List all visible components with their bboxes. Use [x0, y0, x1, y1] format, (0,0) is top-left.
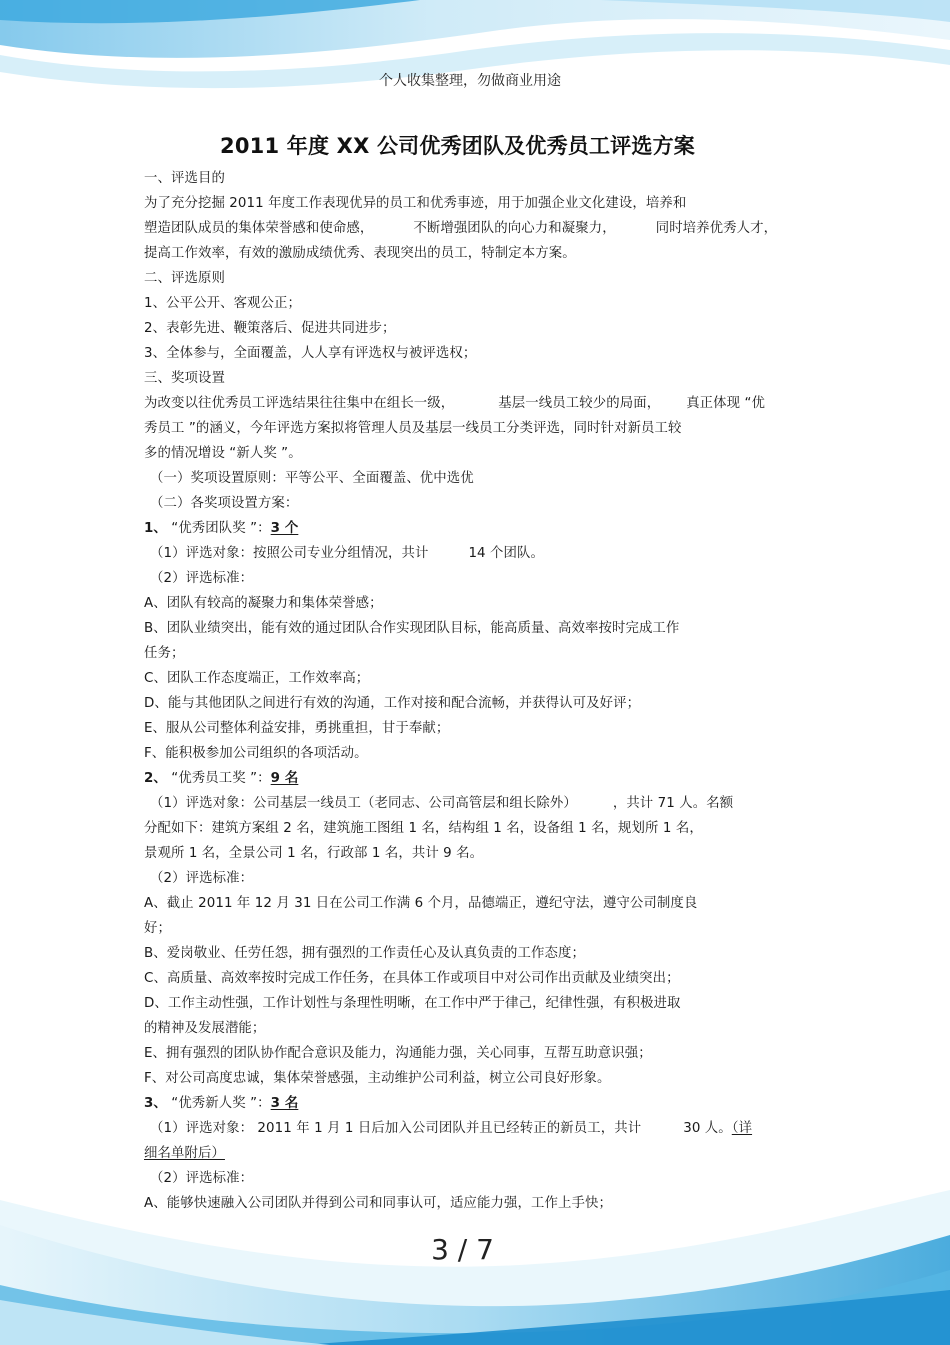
- subsection-line: （一）奖项设置原则：平等公平、全面覆盖、优中选优: [150, 471, 474, 486]
- list-item: （2）评选标准：: [150, 571, 254, 586]
- list-item: 3、全体参与，全面覆盖，人人享有评选权与被评选权；: [144, 346, 477, 361]
- section-heading: 三、奖项设置: [144, 371, 225, 386]
- subsection-line: （二）各奖项设置方案：: [150, 496, 299, 511]
- list-item: C、高质量、高效率按时完成工作任务，在具体工作或项目中对公司作出贡献及业绩突出；: [144, 971, 680, 986]
- list-item: 1、公平公开、客观公正；: [144, 296, 302, 311]
- list-item-continuation: 细名单附后）: [144, 1146, 225, 1161]
- section-heading: 二、评选原则: [144, 271, 225, 286]
- list-item: B、爱岗敬业、任劳任怨，拥有强烈的工作责任心及认真负责的工作态度；: [144, 946, 585, 961]
- list-item: 的精神及发展潜能；: [144, 1021, 266, 1036]
- list-item: （1）评选对象：公司基层一线员工（老同志、公司高管层和组长除外） ，共计 71 人。名额: [150, 796, 734, 811]
- paragraph-line: 多的情况增设 “新人奖 ”。: [144, 446, 302, 461]
- list-item: A、团队有较高的凝聚力和集体荣誉感；: [144, 596, 383, 611]
- list-item: （2）评选标准：: [150, 871, 254, 886]
- list-item: E、拥有强烈的团队协作配合意识及能力，沟通能力强，关心同事，互帮互助意识强；: [144, 1046, 652, 1061]
- paragraph-line: 为改变以往优秀员工评选结果往往集中在组长一级， 基层一线员工较少的局面， 真正体现 “优: [144, 396, 766, 411]
- paragraph-line: 塑造团队成员的集体荣誉感和使命感， 不断增强团队的向心力和凝聚力， 同时培养优秀人才，: [144, 221, 778, 236]
- list-item: （2）评选标准：: [150, 1171, 254, 1186]
- header-note: 个人收集整理，勿做商业用途: [379, 73, 561, 89]
- list-item: B、团队业绩突出，能有效的通过团队合作实现团队目标，能高质量、高效率按时完成工作: [144, 621, 680, 636]
- list-item: A、能够快速融入公司团队并得到公司和同事认可，适应能力强，工作上手快；: [144, 1196, 612, 1211]
- list-item: （1）评选对象： 2011 年 1 月 1 日后加入公司团队并且已经转正的新员工，共计 30 人。（详: [150, 1121, 753, 1136]
- award-heading: 3、 “优秀新人奖 ”：3 名: [144, 1096, 299, 1111]
- document-body: [144, 166, 814, 1216]
- list-item: 任务；: [144, 646, 185, 661]
- paragraph-line: 为了充分挖掘 2011 年度工作表现优异的员工和优秀事迹，用于加强企业文化建设，培养和: [144, 196, 687, 211]
- list-item: 好；: [144, 921, 171, 936]
- list-item: C、团队工作态度端正，工作效率高；: [144, 671, 370, 686]
- list-item: F、能积极参加公司组织的各项活动。: [144, 746, 368, 761]
- list-item: A、截止 2011 年 12 月 31 日在公司工作满 6 个月，品德端正，遵纪守法，遵守公司制度良: [144, 896, 698, 911]
- list-item: 2、表彰先进、鞭策落后、促进共同进步；: [144, 321, 396, 336]
- list-item: D、工作主动性强，工作计划性与条理性明晰，在工作中严于律己，纪律性强，有积极进取: [144, 996, 681, 1011]
- list-item: （1）评选对象：按照公司专业分组情况，共计 14 个团队。: [150, 546, 544, 561]
- list-item: E、服从公司整体利益安排，勇挑重担，甘于奉献；: [144, 721, 450, 736]
- list-item: F、对公司高度忠诚，集体荣誉感强，主动维护公司利益，树立公司良好形象。: [144, 1071, 611, 1086]
- section-heading: 一、评选目的: [144, 171, 225, 186]
- award-heading: 2、 “优秀员工奖 ”：9 名: [144, 771, 299, 786]
- paragraph-line: 提高工作效率，有效的激励成绩优秀、表现突出的员工，特制定本方案。: [144, 246, 576, 261]
- paragraph-line: 景观所 1 名，全景公司 1 名，行政部 1 名，共计 9 名。: [144, 846, 484, 861]
- page-number: 3 / 7: [431, 1233, 494, 1266]
- page-title: 2011 年度 XX 公司优秀团队及优秀员工评选方案: [220, 134, 695, 158]
- paragraph-line: 秀员工 ”的涵义，今年评选方案拟将管理人员及基层一线员工分类评选，同时针对新员工较: [144, 421, 682, 436]
- award-heading: 1、 “优秀团队奖 ”：3 个: [144, 521, 299, 536]
- list-item: D、能与其他团队之间进行有效的沟通，工作对接和配合流畅，并获得认可及好评；: [144, 696, 641, 711]
- paragraph-line: 分配如下：建筑方案组 2 名，建筑施工图组 1 名，结构组 1 名，设备组 1 名，规划所 1 名，: [144, 821, 703, 836]
